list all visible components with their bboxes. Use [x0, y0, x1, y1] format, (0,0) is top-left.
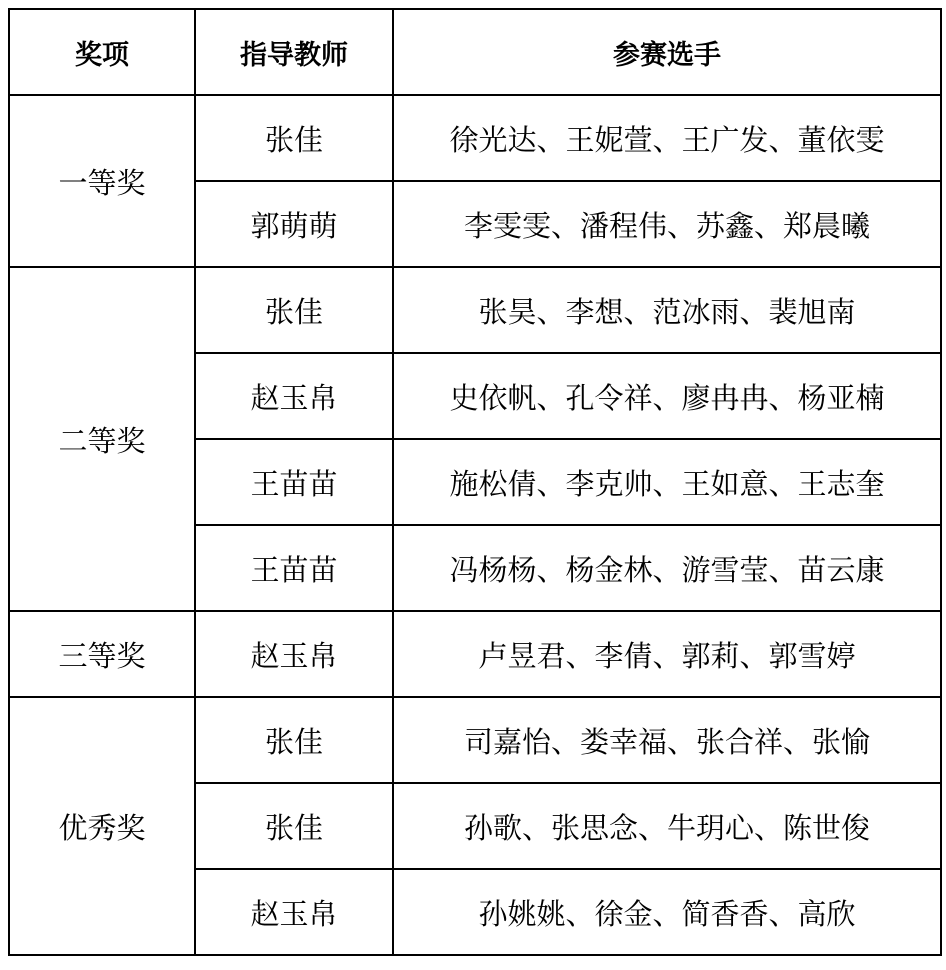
award-cell: 一等奖 — [9, 95, 195, 267]
teacher-cell: 王苗苗 — [195, 439, 393, 525]
teacher-cell: 张佳 — [195, 783, 393, 869]
teacher-cell: 赵玉帛 — [195, 353, 393, 439]
header-award: 奖项 — [9, 9, 195, 95]
students-cell: 施松倩、李克帅、王如意、王志奎 — [393, 439, 941, 525]
table-row — [9, 95, 941, 181]
header-teacher: 指导教师 — [195, 9, 393, 95]
students-cell: 孙姚姚、徐金、简香香、高欣 — [393, 869, 941, 955]
teacher-cell: 张佳 — [195, 267, 393, 353]
teacher-cell: 赵玉帛 — [195, 869, 393, 955]
students-cell: 李雯雯、潘程伟、苏鑫、郑晨曦 — [393, 181, 941, 267]
header-row — [9, 9, 941, 95]
award-cell: 三等奖 — [9, 611, 195, 697]
students-cell: 司嘉怡、娄幸福、张合祥、张愉 — [393, 697, 941, 783]
students-cell: 孙歌、张思念、牛玥心、陈世俊 — [393, 783, 941, 869]
students-cell: 卢昱君、李倩、郭莉、郭雪婷 — [393, 611, 941, 697]
teacher-cell: 张佳 — [195, 95, 393, 181]
students-cell: 冯杨杨、杨金林、游雪莹、苗云康 — [393, 525, 941, 611]
teacher-cell: 张佳 — [195, 697, 393, 783]
table-row — [9, 697, 941, 783]
award-cell: 优秀奖 — [9, 697, 195, 955]
awards-table — [8, 8, 942, 956]
header-students: 参赛选手 — [393, 9, 941, 95]
students-cell: 徐光达、王妮萱、王广发、董依雯 — [393, 95, 941, 181]
table-row — [9, 267, 941, 353]
teacher-cell: 郭萌萌 — [195, 181, 393, 267]
award-cell: 二等奖 — [9, 267, 195, 611]
table-row — [9, 611, 941, 697]
students-cell: 史依帆、孔令祥、廖冉冉、杨亚楠 — [393, 353, 941, 439]
teacher-cell: 王苗苗 — [195, 525, 393, 611]
teacher-cell: 赵玉帛 — [195, 611, 393, 697]
students-cell: 张昊、李想、范冰雨、裴旭南 — [393, 267, 941, 353]
